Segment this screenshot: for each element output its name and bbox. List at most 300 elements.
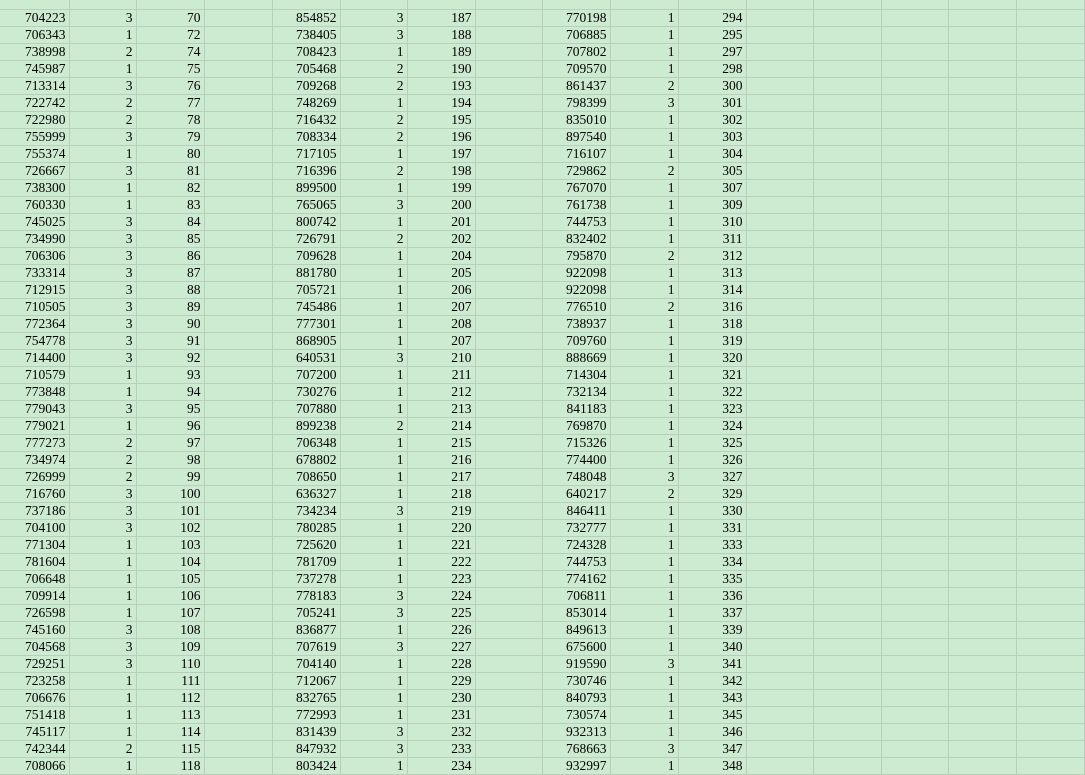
grid-cell[interactable]: 2 bbox=[69, 469, 136, 486]
grid-cell[interactable]: 745117 bbox=[0, 724, 69, 741]
grid-cell[interactable] bbox=[948, 316, 1016, 333]
grid-cell[interactable] bbox=[948, 248, 1016, 265]
grid-cell[interactable]: 3 bbox=[69, 622, 136, 639]
grid-cell[interactable]: 337 bbox=[678, 605, 746, 622]
grid-cell[interactable]: 211 bbox=[407, 367, 475, 384]
grid-cell[interactable] bbox=[813, 554, 881, 571]
grid-cell[interactable] bbox=[1016, 418, 1084, 435]
grid-cell[interactable] bbox=[204, 384, 272, 401]
grid-cell[interactable]: 228 bbox=[407, 656, 475, 673]
grid-cell[interactable]: 729862 bbox=[542, 163, 610, 180]
grid-cell[interactable] bbox=[204, 282, 272, 299]
grid-cell[interactable]: 1 bbox=[340, 299, 407, 316]
grid-cell[interactable] bbox=[813, 299, 881, 316]
grid-cell[interactable]: 103 bbox=[136, 537, 204, 554]
grid-cell[interactable]: 322 bbox=[678, 384, 746, 401]
grid-cell[interactable] bbox=[1016, 588, 1084, 605]
grid-cell[interactable] bbox=[475, 503, 542, 520]
grid-cell[interactable]: 1 bbox=[610, 231, 678, 248]
grid-cell[interactable]: 1 bbox=[340, 486, 407, 503]
grid-cell[interactable]: 2 bbox=[340, 78, 407, 95]
grid-cell[interactable] bbox=[813, 214, 881, 231]
grid-cell[interactable]: 932997 bbox=[542, 758, 610, 775]
grid-cell[interactable]: 1 bbox=[610, 384, 678, 401]
grid-cell[interactable] bbox=[813, 231, 881, 248]
grid-cell[interactable]: 709268 bbox=[272, 78, 340, 95]
grid-cell[interactable]: 197 bbox=[407, 146, 475, 163]
grid-cell[interactable]: 318 bbox=[678, 316, 746, 333]
grid-cell[interactable] bbox=[475, 44, 542, 61]
grid-cell[interactable] bbox=[881, 707, 948, 724]
grid-cell[interactable]: 348 bbox=[678, 758, 746, 775]
grid-cell[interactable]: 2 bbox=[610, 78, 678, 95]
grid-cell[interactable]: 709570 bbox=[542, 61, 610, 78]
grid-cell[interactable] bbox=[1016, 163, 1084, 180]
grid-cell[interactable]: 730276 bbox=[272, 384, 340, 401]
grid-cell[interactable] bbox=[948, 673, 1016, 690]
grid-cell[interactable]: 347 bbox=[678, 741, 746, 758]
grid-cell[interactable]: 798399 bbox=[542, 95, 610, 112]
grid-cell[interactable]: 3 bbox=[69, 333, 136, 350]
grid-cell[interactable] bbox=[881, 741, 948, 758]
grid-cell[interactable]: 706811 bbox=[542, 588, 610, 605]
grid-cell[interactable] bbox=[475, 401, 542, 418]
grid-cell[interactable]: 1 bbox=[610, 435, 678, 452]
grid-cell[interactable]: 705241 bbox=[272, 605, 340, 622]
grid-cell[interactable] bbox=[948, 741, 1016, 758]
grid-cell[interactable]: 738405 bbox=[272, 27, 340, 44]
grid-cell[interactable]: 1 bbox=[610, 452, 678, 469]
grid-cell[interactable]: 780285 bbox=[272, 520, 340, 537]
grid-cell[interactable] bbox=[948, 537, 1016, 554]
grid-cell[interactable] bbox=[204, 503, 272, 520]
grid-cell[interactable] bbox=[204, 554, 272, 571]
grid-cell[interactable]: 194 bbox=[407, 95, 475, 112]
grid-cell[interactable] bbox=[475, 316, 542, 333]
grid-cell[interactable] bbox=[475, 707, 542, 724]
grid-cell[interactable]: 298 bbox=[678, 61, 746, 78]
grid-cell[interactable] bbox=[746, 180, 813, 197]
grid-cell[interactable]: 1 bbox=[340, 554, 407, 571]
grid-cell[interactable]: 704100 bbox=[0, 520, 69, 537]
grid-cell[interactable]: 1 bbox=[69, 724, 136, 741]
grid-cell[interactable] bbox=[475, 10, 542, 27]
grid-cell[interactable]: 1 bbox=[340, 401, 407, 418]
grid-cell[interactable] bbox=[746, 333, 813, 350]
grid-cell[interactable]: 707802 bbox=[542, 44, 610, 61]
grid-cell[interactable]: 841183 bbox=[542, 401, 610, 418]
grid-cell[interactable] bbox=[204, 367, 272, 384]
grid-cell[interactable]: 1 bbox=[610, 367, 678, 384]
grid-cell[interactable] bbox=[204, 690, 272, 707]
grid-cell[interactable] bbox=[813, 197, 881, 214]
grid-cell[interactable]: 1 bbox=[610, 673, 678, 690]
grid-cell[interactable]: 737186 bbox=[0, 503, 69, 520]
grid-cell[interactable] bbox=[475, 486, 542, 503]
grid-cell[interactable]: 765065 bbox=[272, 197, 340, 214]
grid-cell[interactable] bbox=[475, 248, 542, 265]
grid-cell[interactable]: 302 bbox=[678, 112, 746, 129]
grid-cell[interactable]: 3 bbox=[340, 588, 407, 605]
grid-cell[interactable] bbox=[948, 197, 1016, 214]
grid-cell[interactable] bbox=[813, 605, 881, 622]
grid-cell[interactable]: 220 bbox=[407, 520, 475, 537]
grid-cell[interactable]: 704568 bbox=[0, 639, 69, 656]
grid-cell[interactable]: 722980 bbox=[0, 112, 69, 129]
grid-cell[interactable]: 2 bbox=[69, 452, 136, 469]
grid-cell[interactable] bbox=[948, 0, 1016, 10]
grid-cell[interactable]: 205 bbox=[407, 265, 475, 282]
grid-cell[interactable]: 196 bbox=[407, 129, 475, 146]
grid-cell[interactable] bbox=[475, 214, 542, 231]
grid-cell[interactable] bbox=[204, 180, 272, 197]
grid-cell[interactable]: 710505 bbox=[0, 299, 69, 316]
grid-cell[interactable]: 1 bbox=[610, 571, 678, 588]
grid-cell[interactable]: 101 bbox=[136, 503, 204, 520]
grid-cell[interactable]: 730574 bbox=[542, 707, 610, 724]
grid-cell[interactable]: 108 bbox=[136, 622, 204, 639]
grid-cell[interactable]: 1 bbox=[69, 61, 136, 78]
grid-cell[interactable] bbox=[881, 248, 948, 265]
grid-cell[interactable]: 207 bbox=[407, 333, 475, 350]
grid-cell[interactable] bbox=[475, 469, 542, 486]
grid-cell[interactable] bbox=[1016, 758, 1084, 775]
grid-cell[interactable]: 748269 bbox=[272, 95, 340, 112]
grid-cell[interactable]: 777301 bbox=[272, 316, 340, 333]
grid-cell[interactable]: 307 bbox=[678, 180, 746, 197]
grid-cell[interactable]: 91 bbox=[136, 333, 204, 350]
grid-cell[interactable]: 932313 bbox=[542, 724, 610, 741]
grid-cell[interactable] bbox=[948, 452, 1016, 469]
grid-cell[interactable] bbox=[204, 435, 272, 452]
grid-cell[interactable] bbox=[813, 44, 881, 61]
grid-cell[interactable] bbox=[746, 418, 813, 435]
grid-cell[interactable]: 705721 bbox=[272, 282, 340, 299]
grid-cell[interactable]: 745486 bbox=[272, 299, 340, 316]
grid-cell[interactable] bbox=[948, 724, 1016, 741]
grid-cell[interactable]: 214 bbox=[407, 418, 475, 435]
grid-cell[interactable]: 1 bbox=[69, 146, 136, 163]
grid-cell[interactable]: 96 bbox=[136, 418, 204, 435]
grid-cell[interactable] bbox=[475, 571, 542, 588]
grid-cell[interactable]: 231 bbox=[407, 707, 475, 724]
grid-cell[interactable] bbox=[813, 707, 881, 724]
grid-cell[interactable] bbox=[881, 520, 948, 537]
grid-cell[interactable] bbox=[475, 333, 542, 350]
grid-cell[interactable] bbox=[475, 350, 542, 367]
grid-cell[interactable]: 1 bbox=[69, 758, 136, 775]
grid-cell[interactable]: 310 bbox=[678, 214, 746, 231]
grid-cell[interactable]: 755999 bbox=[0, 129, 69, 146]
grid-cell[interactable]: 1 bbox=[340, 384, 407, 401]
grid-cell[interactable] bbox=[1016, 61, 1084, 78]
grid-cell[interactable] bbox=[881, 129, 948, 146]
grid-cell[interactable]: 3 bbox=[69, 163, 136, 180]
grid-cell[interactable]: 2 bbox=[340, 129, 407, 146]
grid-cell[interactable] bbox=[1016, 95, 1084, 112]
grid-cell[interactable] bbox=[881, 758, 948, 775]
grid-cell[interactable] bbox=[813, 469, 881, 486]
grid-cell[interactable] bbox=[948, 112, 1016, 129]
grid-cell[interactable]: 215 bbox=[407, 435, 475, 452]
grid-cell[interactable]: 1 bbox=[610, 61, 678, 78]
grid-cell[interactable] bbox=[1016, 0, 1084, 10]
grid-cell[interactable] bbox=[1016, 435, 1084, 452]
grid-cell[interactable] bbox=[813, 690, 881, 707]
grid-cell[interactable]: 95 bbox=[136, 401, 204, 418]
grid-cell[interactable]: 1 bbox=[340, 214, 407, 231]
grid-cell[interactable] bbox=[813, 673, 881, 690]
grid-cell[interactable]: 201 bbox=[407, 214, 475, 231]
grid-cell[interactable]: 208 bbox=[407, 316, 475, 333]
grid-cell[interactable]: 706348 bbox=[272, 435, 340, 452]
grid-cell[interactable]: 81 bbox=[136, 163, 204, 180]
grid-cell[interactable]: 3 bbox=[69, 78, 136, 95]
grid-cell[interactable]: 849613 bbox=[542, 622, 610, 639]
grid-cell[interactable] bbox=[204, 656, 272, 673]
grid-cell[interactable] bbox=[948, 214, 1016, 231]
grid-cell[interactable]: 1 bbox=[340, 367, 407, 384]
grid-cell[interactable] bbox=[746, 231, 813, 248]
grid-cell[interactable]: 3 bbox=[610, 741, 678, 758]
grid-cell[interactable] bbox=[948, 605, 1016, 622]
grid-cell[interactable] bbox=[204, 588, 272, 605]
grid-cell[interactable] bbox=[1016, 27, 1084, 44]
grid-cell[interactable] bbox=[746, 27, 813, 44]
grid-cell[interactable]: 2 bbox=[69, 112, 136, 129]
grid-cell[interactable]: 114 bbox=[136, 724, 204, 741]
grid-cell[interactable]: 100 bbox=[136, 486, 204, 503]
grid-cell[interactable] bbox=[813, 180, 881, 197]
grid-cell[interactable]: 1 bbox=[340, 690, 407, 707]
grid-cell[interactable]: 3 bbox=[340, 197, 407, 214]
grid-cell[interactable]: 1 bbox=[610, 707, 678, 724]
grid-cell[interactable] bbox=[204, 673, 272, 690]
grid-cell[interactable]: 734990 bbox=[0, 231, 69, 248]
grid-cell[interactable] bbox=[881, 724, 948, 741]
grid-cell[interactable]: 706343 bbox=[0, 27, 69, 44]
grid-cell[interactable] bbox=[948, 469, 1016, 486]
grid-cell[interactable] bbox=[948, 367, 1016, 384]
grid-cell[interactable]: 1 bbox=[610, 129, 678, 146]
grid-cell[interactable] bbox=[813, 537, 881, 554]
grid-cell[interactable]: 726791 bbox=[272, 231, 340, 248]
grid-cell[interactable]: 1 bbox=[340, 316, 407, 333]
grid-cell[interactable]: 3 bbox=[69, 265, 136, 282]
grid-cell[interactable] bbox=[204, 163, 272, 180]
grid-cell[interactable]: 340 bbox=[678, 639, 746, 656]
grid-cell[interactable] bbox=[746, 639, 813, 656]
grid-cell[interactable] bbox=[475, 690, 542, 707]
grid-cell[interactable] bbox=[1016, 78, 1084, 95]
grid-cell[interactable] bbox=[881, 690, 948, 707]
grid-cell[interactable]: 709760 bbox=[542, 333, 610, 350]
grid-cell[interactable] bbox=[746, 673, 813, 690]
grid-cell[interactable] bbox=[204, 741, 272, 758]
grid-cell[interactable]: 778183 bbox=[272, 588, 340, 605]
grid-cell[interactable]: 744753 bbox=[542, 554, 610, 571]
grid-cell[interactable]: 98 bbox=[136, 452, 204, 469]
grid-cell[interactable] bbox=[881, 554, 948, 571]
grid-cell[interactable] bbox=[1016, 146, 1084, 163]
grid-cell[interactable]: 846411 bbox=[542, 503, 610, 520]
grid-cell[interactable] bbox=[204, 707, 272, 724]
grid-cell[interactable] bbox=[1016, 605, 1084, 622]
grid-cell[interactable]: 78 bbox=[136, 112, 204, 129]
grid-cell[interactable] bbox=[948, 622, 1016, 639]
grid-cell[interactable]: 320 bbox=[678, 350, 746, 367]
grid-cell[interactable] bbox=[813, 129, 881, 146]
grid-cell[interactable] bbox=[881, 61, 948, 78]
grid-cell[interactable] bbox=[746, 10, 813, 27]
grid-cell[interactable]: 102 bbox=[136, 520, 204, 537]
grid-cell[interactable] bbox=[948, 639, 1016, 656]
grid-cell[interactable]: 198 bbox=[407, 163, 475, 180]
grid-cell[interactable]: 1 bbox=[69, 27, 136, 44]
grid-cell[interactable]: 847932 bbox=[272, 741, 340, 758]
grid-cell[interactable]: 781709 bbox=[272, 554, 340, 571]
grid-cell[interactable] bbox=[948, 78, 1016, 95]
grid-cell[interactable] bbox=[204, 520, 272, 537]
grid-cell[interactable] bbox=[948, 163, 1016, 180]
grid-cell[interactable]: 1 bbox=[610, 724, 678, 741]
grid-cell[interactable] bbox=[475, 231, 542, 248]
grid-cell[interactable]: 195 bbox=[407, 112, 475, 129]
grid-cell[interactable]: 312 bbox=[678, 248, 746, 265]
grid-cell[interactable]: 301 bbox=[678, 95, 746, 112]
grid-cell[interactable]: 90 bbox=[136, 316, 204, 333]
grid-cell[interactable] bbox=[948, 146, 1016, 163]
grid-cell[interactable]: 3 bbox=[69, 248, 136, 265]
grid-cell[interactable]: 1 bbox=[610, 197, 678, 214]
grid-cell[interactable] bbox=[881, 10, 948, 27]
grid-cell[interactable]: 1 bbox=[340, 435, 407, 452]
grid-cell[interactable]: 1 bbox=[340, 44, 407, 61]
grid-cell[interactable] bbox=[813, 418, 881, 435]
grid-cell[interactable] bbox=[475, 639, 542, 656]
grid-cell[interactable] bbox=[948, 27, 1016, 44]
grid-cell[interactable]: 3 bbox=[69, 350, 136, 367]
grid-cell[interactable] bbox=[204, 724, 272, 741]
grid-cell[interactable] bbox=[1016, 367, 1084, 384]
grid-cell[interactable] bbox=[948, 10, 1016, 27]
grid-cell[interactable]: 899238 bbox=[272, 418, 340, 435]
grid-cell[interactable] bbox=[881, 452, 948, 469]
grid-cell[interactable]: 1 bbox=[610, 554, 678, 571]
grid-cell[interactable]: 1 bbox=[340, 520, 407, 537]
grid-cell[interactable]: 309 bbox=[678, 197, 746, 214]
grid-cell[interactable]: 316 bbox=[678, 299, 746, 316]
grid-cell[interactable]: 1 bbox=[340, 265, 407, 282]
grid-cell[interactable]: 212 bbox=[407, 384, 475, 401]
grid-cell[interactable]: 709914 bbox=[0, 588, 69, 605]
grid-cell[interactable]: 751418 bbox=[0, 707, 69, 724]
grid-cell[interactable]: 2 bbox=[340, 61, 407, 78]
grid-cell[interactable]: 722742 bbox=[0, 95, 69, 112]
grid-cell[interactable]: 295 bbox=[678, 27, 746, 44]
grid-cell[interactable] bbox=[813, 95, 881, 112]
grid-cell[interactable]: 2 bbox=[610, 299, 678, 316]
grid-cell[interactable] bbox=[813, 384, 881, 401]
grid-cell[interactable]: 319 bbox=[678, 333, 746, 350]
grid-cell[interactable]: 75 bbox=[136, 61, 204, 78]
grid-cell[interactable] bbox=[746, 435, 813, 452]
grid-cell[interactable] bbox=[881, 112, 948, 129]
grid-cell[interactable] bbox=[813, 588, 881, 605]
grid-cell[interactable] bbox=[881, 78, 948, 95]
grid-cell[interactable] bbox=[1016, 197, 1084, 214]
grid-cell[interactable] bbox=[1016, 384, 1084, 401]
grid-cell[interactable] bbox=[948, 299, 1016, 316]
grid-cell[interactable]: 85 bbox=[136, 231, 204, 248]
grid-cell[interactable] bbox=[746, 146, 813, 163]
grid-cell[interactable]: 725620 bbox=[272, 537, 340, 554]
grid-cell[interactable]: 774162 bbox=[542, 571, 610, 588]
grid-cell[interactable] bbox=[881, 146, 948, 163]
grid-cell[interactable] bbox=[475, 112, 542, 129]
grid-cell[interactable] bbox=[948, 129, 1016, 146]
grid-cell[interactable]: 738998 bbox=[0, 44, 69, 61]
grid-cell[interactable]: 1 bbox=[610, 265, 678, 282]
grid-cell[interactable] bbox=[746, 78, 813, 95]
grid-cell[interactable] bbox=[881, 486, 948, 503]
grid-cell[interactable]: 777273 bbox=[0, 435, 69, 452]
grid-cell[interactable]: 835010 bbox=[542, 112, 610, 129]
grid-cell[interactable]: 199 bbox=[407, 180, 475, 197]
grid-cell[interactable] bbox=[475, 265, 542, 282]
grid-cell[interactable] bbox=[746, 163, 813, 180]
grid-cell[interactable] bbox=[204, 0, 272, 10]
grid-cell[interactable] bbox=[881, 350, 948, 367]
grid-cell[interactable]: 225 bbox=[407, 605, 475, 622]
grid-cell[interactable]: 345 bbox=[678, 707, 746, 724]
grid-cell[interactable]: 712067 bbox=[272, 673, 340, 690]
grid-cell[interactable]: 1 bbox=[610, 10, 678, 27]
grid-cell[interactable] bbox=[204, 248, 272, 265]
grid-cell[interactable] bbox=[881, 95, 948, 112]
grid-cell[interactable]: 190 bbox=[407, 61, 475, 78]
grid-cell[interactable]: 3 bbox=[69, 129, 136, 146]
grid-cell[interactable]: 1 bbox=[610, 758, 678, 775]
grid-cell[interactable]: 3 bbox=[69, 316, 136, 333]
grid-cell[interactable] bbox=[1016, 656, 1084, 673]
grid-cell[interactable] bbox=[475, 163, 542, 180]
grid-cell[interactable] bbox=[475, 129, 542, 146]
grid-cell[interactable]: 304 bbox=[678, 146, 746, 163]
grid-cell[interactable]: 112 bbox=[136, 690, 204, 707]
grid-cell[interactable] bbox=[204, 469, 272, 486]
grid-cell[interactable]: 305 bbox=[678, 163, 746, 180]
grid-cell[interactable]: 213 bbox=[407, 401, 475, 418]
grid-cell[interactable]: 1 bbox=[610, 333, 678, 350]
grid-cell[interactable]: 3 bbox=[69, 10, 136, 27]
grid-cell[interactable] bbox=[746, 248, 813, 265]
grid-cell[interactable]: 868905 bbox=[272, 333, 340, 350]
grid-cell[interactable]: 772993 bbox=[272, 707, 340, 724]
grid-cell[interactable] bbox=[204, 61, 272, 78]
grid-cell[interactable] bbox=[1016, 401, 1084, 418]
grid-cell[interactable] bbox=[1016, 486, 1084, 503]
grid-cell[interactable] bbox=[746, 486, 813, 503]
grid-cell[interactable]: 919590 bbox=[542, 656, 610, 673]
grid-cell[interactable]: 707619 bbox=[272, 639, 340, 656]
grid-cell[interactable]: 110 bbox=[136, 656, 204, 673]
grid-cell[interactable]: 776510 bbox=[542, 299, 610, 316]
grid-cell[interactable]: 3 bbox=[69, 486, 136, 503]
grid-cell[interactable]: 1 bbox=[340, 248, 407, 265]
grid-cell[interactable]: 218 bbox=[407, 486, 475, 503]
grid-cell[interactable]: 334 bbox=[678, 554, 746, 571]
